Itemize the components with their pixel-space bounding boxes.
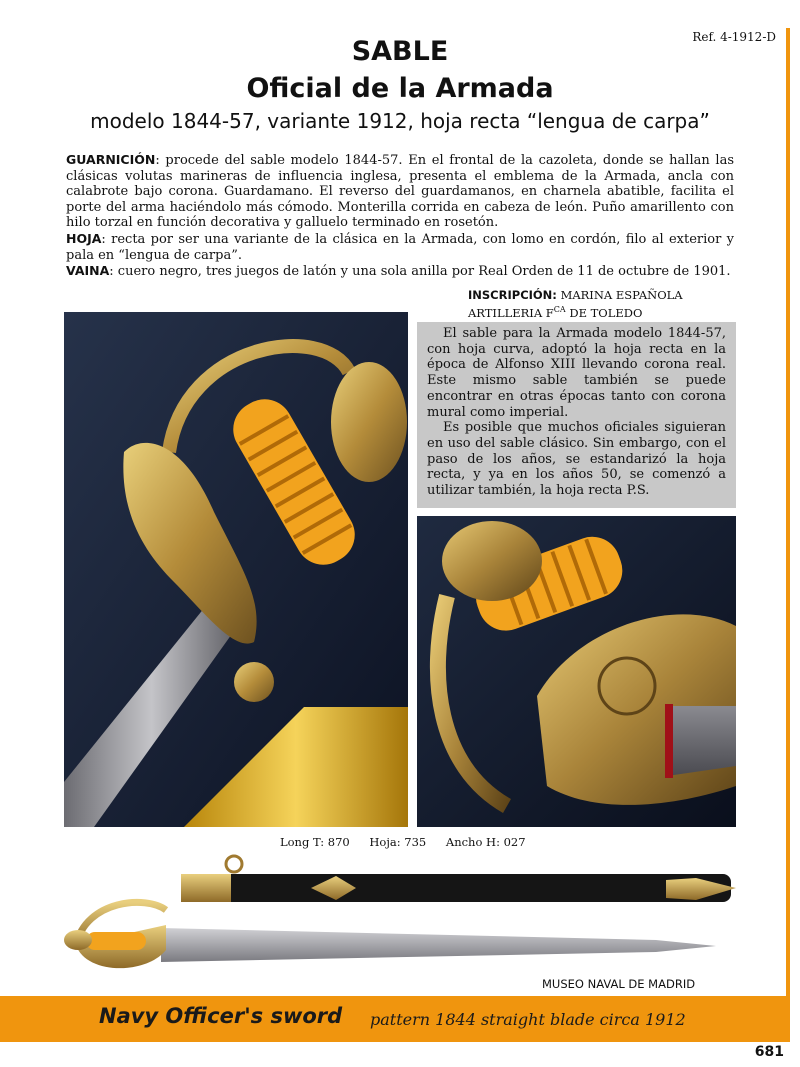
- vaina-text: : cuero negro, tres juegos de latón y una sola anilla por Real Orden de 11 de octubre de 1901.: [109, 264, 731, 280]
- vaina-label: VAINA: [66, 263, 110, 279]
- inscription-block: [468, 288, 683, 320]
- info-box: [417, 322, 736, 508]
- inscription-superscript: CA: [553, 304, 566, 314]
- hoja-paragraph: [66, 231, 734, 263]
- guarnicion-label: GUARNICIÓN: [66, 152, 156, 167]
- page-title-line2: Oficial de la Armada: [246, 73, 554, 104]
- guarnicion-paragraph: [66, 152, 734, 231]
- info-paragraph-1: El sable para la Armada modelo 1844-57, con hoja curva, adoptó la hoja recta en la época de Alfonso XIII llevando corona real. Este mismo sable también se puede encontrar en otras épocas tanto con corona mural como imperial.: [427, 326, 726, 420]
- page-subtitle: modelo 1844-57, variante 1912, hoja recta “lengua de carpa”: [90, 109, 710, 133]
- sword-hilt-photo: [64, 312, 408, 827]
- page-title: SABLE: [351, 36, 449, 67]
- description-text: [66, 152, 734, 280]
- vaina-paragraph: [66, 263, 734, 280]
- sword-guard-photo: [417, 516, 736, 827]
- inscription-line1: MARINA ESPAÑOLA: [560, 288, 683, 302]
- dimension-blade: Hoja: 735: [369, 835, 427, 849]
- museum-credit: MUSEO NAVAL DE MADRID: [542, 977, 696, 991]
- dimensions: [280, 835, 542, 849]
- sword-guard-illustration: [417, 516, 736, 827]
- reference-number: Ref. 4-1912-D: [692, 30, 776, 44]
- orange-frame-right: [786, 28, 790, 1028]
- info-paragraph-2: Es posible que muchos oficiales siguieran en uso del sable clásico. Sin embargo, con el paso de los años, se estandarizó la hoja recta, y ya en los años 50, se comenzó a utilizar también, la hoja recta P.S.: [427, 420, 726, 499]
- english-subtitle: pattern 1844 straight blade circa 1912: [370, 1010, 686, 1029]
- english-title: Navy Officer's sword: [99, 1004, 343, 1028]
- dimension-width: Ancho H: 027: [445, 835, 526, 849]
- inscription-label: INSCRIPCIÓN:: [468, 288, 557, 302]
- dimension-length: Long T: 870: [280, 835, 350, 849]
- sword-hilt-illustration: [64, 312, 408, 827]
- hoja-text: : recta por ser una variante de la clásica en la Armada, con lomo en cordón, filo al exterior y pala en “lengua de carpa”.: [66, 231, 734, 263]
- guarnicion-text: : procede del sable modelo 1844-57. En el frontal de la cazoleta, donde se hallan las clásicas volutas marineras de influencia inglesa, presenta el emblema de la Armada, ancla con calabrote bajo corona. Guardamano. El reverso del guardamanos, en charnela abatible, facilita el porte del arma haciéndolo más cómodo. Monterilla corrida en cabeza de león. Puño amarillento con hilo torzal en función decorativa y galluelo terminado en rosetón.: [66, 153, 734, 231]
- inscription-line2-start: ARTILLERIA F: [468, 305, 554, 320]
- inscription-line2-end: DE TOLEDO: [565, 305, 643, 320]
- hoja-label: HOJA: [66, 230, 102, 246]
- page-number: 681: [754, 1044, 784, 1060]
- full-sword-illustration: [56, 850, 746, 975]
